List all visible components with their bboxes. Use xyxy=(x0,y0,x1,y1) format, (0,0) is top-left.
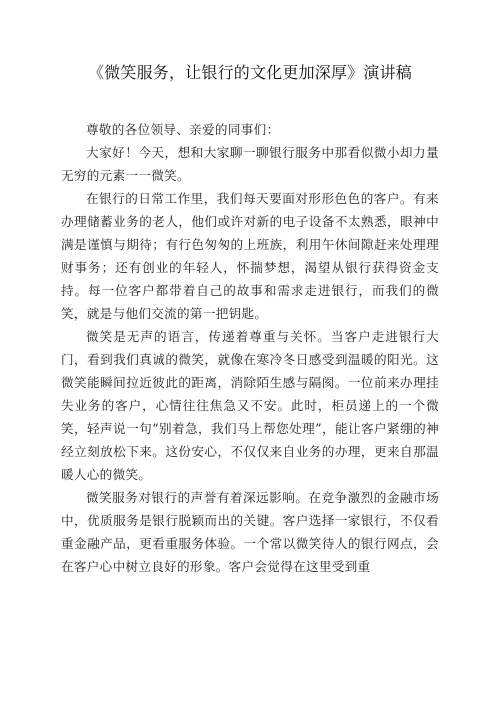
daily-work-paragraph: 在银行的日常工作里，我们每天要面对形形色色的客户。有来办理储蓄业务的老人，他们或许对新的电子设备不太熟悉，眼神中满是谨慎与期待；有行色匆匆的上班族，利用午休间隙赶来处理理财事务；还有创业的年轻人，怀揣梦想，渴望从银行获得资金支持。每一位客户都带着自己的故事和需求走进银行，而我们的微笑，就是与他们交流的第一把钥匙。 xyxy=(61,191,439,321)
document-title: 《微笑服务，让银行的文化更加深厚》演讲稿 xyxy=(87,63,412,82)
greeting-paragraph: 大家好！今天，想和大家聊一聊银行服务中那看似微小却力量无穷的元素一一微笑。 xyxy=(61,145,439,183)
salutation-paragraph: 尊敬的各位领导、亲爱的同事们： xyxy=(86,122,280,137)
document-body xyxy=(61,118,439,578)
reputation-paragraph: 微笑服务对银行的声誉有着深远影响。在竞争激烈的金融市场中，优质服务是银行脱颖而出的关键。客户选择一家银行，不仅看重金融产品，更看重服务体验。一个常以微笑待人的银行网点，会在客户心中树立良好的形象。客户会觉得在这里受到重 xyxy=(61,490,439,574)
smile-language-paragraph: 微笑是无声的语言，传递着尊重与关怀。当客户走进银行大门，看到我们真诚的微笑，就像在寒冷冬日感受到温暖的阳光。这微笑能瞬间拉近彼此的距离，消除陌生感与隔阂。一位前来办理挂失业务的客户，心情往往焦急又不安。此时，柜员递上的一个微笑，轻声说一句“别着急，我们马上帮您处理”，能让客户紧绷的神经立刻放松下来。这份安心，不仅仅来自业务的办理，更来自那温暖人心的微笑。 xyxy=(61,329,439,482)
